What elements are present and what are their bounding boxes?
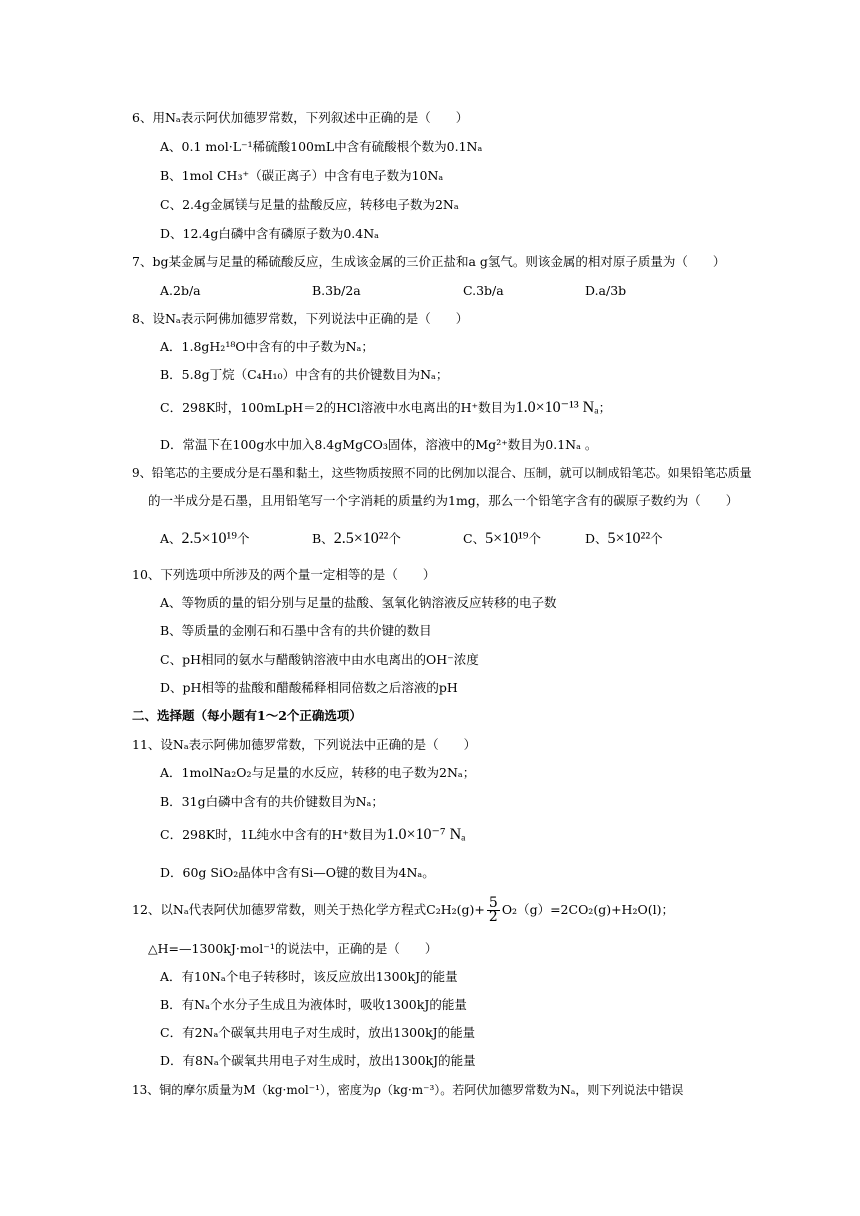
question-6-option-c: C、2.4g金属镁与足量的盐酸反应，转移电子数为2Nₐ	[160, 197, 459, 212]
question-9-option-d-value: 5×10²²	[607, 530, 651, 547]
question-7-option-c: C.3b/a	[463, 283, 504, 298]
question-9-option-d	[585, 531, 663, 547]
question-9-option-b-label: B、	[312, 531, 334, 546]
question-11-option-c-value: 1.0×10⁻⁷ Nₐ	[386, 826, 466, 843]
question-8-option-d: D．常温下在100g水中加入8.4gMgCO₃固体，溶液中的Mg²⁺数目为0.1Nₐ 。	[160, 437, 598, 452]
question-9-continued: 的一半成分是石墨，且用铅笔写一个字消耗的质量约为1mg，那么一个铅笔字含有的碳原子数约为（ ）	[148, 493, 739, 508]
question-10-option-c: C、pH相同的氨水与醋酸钠溶液中由水电离出的OH⁻浓度	[160, 652, 479, 667]
fraction-numerator: 5	[488, 895, 498, 911]
question-10: 10、下列选项中所涉及的两个量一定相等的是（ ）	[132, 567, 436, 582]
question-9-option-c-value: 5×10¹⁹	[485, 530, 529, 547]
fraction-denominator: 2	[488, 909, 498, 925]
section-2-heading: 二、选择题（每小题有1～2个正确选项）	[132, 708, 362, 723]
question-9-option-a-value: 2.5×10¹⁹	[181, 530, 237, 547]
question-9-option-c-unit: 个	[528, 531, 541, 546]
question-7-option-b: B.3b/2a	[312, 283, 361, 298]
question-10-option-d: D、pH相等的盐酸和醋酸稀释相同倍数之后溶液的pH	[160, 680, 458, 695]
question-9-option-d-label: D、	[585, 531, 608, 546]
question-10-option-b: B、等质量的金刚石和石墨中含有的共价键的数目	[160, 623, 432, 638]
question-8-option-c-value: 1.0×10⁻¹³ Nₐ	[515, 399, 599, 416]
question-7: 7、bg某金属与足量的稀硫酸反应，生成该金属的三价正盐和a g氢气。则该金属的相对原子质量为（ ）	[132, 254, 726, 269]
question-8-option-c-end: ；	[598, 400, 612, 415]
question-7-option-d: D.a/3b	[585, 283, 627, 298]
question-8-option-c-text: C．298K时，100mLpH＝2的HCl溶液中水电离出的H⁺数目为	[160, 400, 516, 415]
question-12-option-b: B．有Nₐ个水分子生成且为液体时，吸收1300kJ的能量	[160, 997, 467, 1012]
question-11-option-b: B．31g白磷中含有的共价键数目为Nₐ；	[160, 794, 384, 809]
question-8-option-c	[160, 400, 611, 416]
question-6: 6、用Nₐ表示阿伏加德罗常数，下列叙述中正确的是（ ）	[132, 110, 469, 125]
question-8-option-b: B．5.8g丁烷（C₄H₁₀）中含有的共价键数目为Nₐ；	[160, 367, 449, 382]
question-12-option-d: D．有8Nₐ个碳氧共用电子对生成时，放出1300kJ的能量	[160, 1053, 476, 1068]
question-12-option-c: C．有2Nₐ个碳氧共用电子对生成时，放出1300kJ的能量	[160, 1025, 476, 1040]
question-9: 9、铅笔芯的主要成分是石墨和黏土，这些物质按照不同的比例加以混合、压制，就可以制成铅笔芯。如果铅笔芯质量	[132, 466, 752, 480]
question-11-option-c	[160, 827, 466, 843]
question-11-option-d: D．60g SiO₂晶体中含有Si—O键的数目为4Nₐ。	[160, 865, 435, 880]
question-11-option-c-text: C．298K时，1L纯水中含有的H⁺数目为	[160, 827, 387, 842]
question-9-option-a-label: A、	[160, 531, 182, 546]
question-9-option-b-value: 2.5×10²²	[333, 530, 389, 547]
question-6-option-a: A、0.1 mol·L⁻¹稀硫酸100mL中含有硫酸根个数为0.1Nₐ	[160, 139, 483, 154]
question-13: 13、铜的摩尔质量为M（kg·mol⁻¹），密度为ρ（kg·m⁻³）。若阿伏加德罗常数为Nₐ，则下列说法中错误	[132, 1083, 684, 1097]
question-12-continued: △H=—1300kJ·mol⁻¹的说法中，正确的是（ ）	[148, 941, 438, 956]
question-8: 8、设Nₐ表示阿佛加德罗常数，下列说法中正确的是（ ）	[132, 311, 469, 326]
question-12	[132, 897, 674, 924]
question-6-option-b: B、1mol CH₃⁺（碳正离子）中含有电子数为10Nₐ	[160, 168, 444, 183]
fraction-five-halves	[487, 897, 500, 924]
question-9-option-b	[312, 531, 401, 547]
question-9-option-d-unit: 个	[650, 531, 663, 546]
question-9-option-b-unit: 个	[388, 531, 401, 546]
question-9-option-a-unit: 个	[236, 531, 250, 546]
question-9-option-c-label: C、	[463, 531, 486, 546]
question-12-text: 12、以Nₐ代表阿伏加德罗常数，则关于热化学方程式C₂H₂(g)+	[132, 902, 485, 917]
question-9-option-a	[160, 531, 249, 547]
question-6-option-d: D、12.4g白磷中含有磷原子数为0.4Nₐ	[160, 226, 379, 241]
question-8-option-a: A．1.8gH₂¹⁸O中含有的中子数为Nₐ；	[160, 339, 374, 354]
question-7-option-a: A.2b/a	[160, 283, 201, 298]
question-11-option-a: A．1molNa₂O₂与足量的水反应，转移的电子数为2Nₐ；	[160, 765, 476, 780]
question-9-option-c	[463, 531, 541, 547]
question-11: 11、设Nₐ表示阿佛加德罗常数，下列说法中正确的是（ ）	[132, 737, 477, 752]
question-10-option-a: A、等物质的量的铝分别与足量的盐酸、氢氧化钠溶液反应转移的电子数	[160, 595, 557, 610]
question-12-equation: O₂（g）=2CO₂(g)+H₂O(l)；	[501, 902, 674, 917]
question-12-option-a: A．有10Nₐ个电子转移时，该反应放出1300kJ的能量	[160, 969, 458, 984]
